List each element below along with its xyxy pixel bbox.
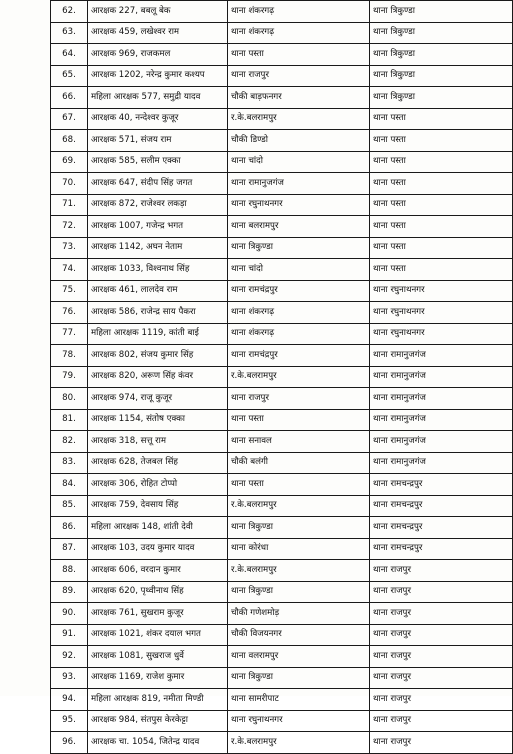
from-station-cell: थाना शंकरगढ़ — [228, 302, 370, 324]
table-row — [51, 667, 513, 689]
table-row — [51, 151, 513, 173]
serial-number-cell: 81. — [51, 409, 88, 431]
constable-name-cell: आरक्षक 318, सत्तू राम — [88, 431, 228, 453]
table-row — [51, 474, 513, 496]
from-station-cell: थाना शंकरगढ़ — [228, 22, 370, 44]
to-station-cell: थाना रामानुजगंज — [370, 345, 513, 367]
to-station-cell: थाना त्रिकुण्डा — [370, 44, 513, 66]
from-station-cell: र.के.बलरामपुर — [228, 108, 370, 130]
to-station-cell: थाना रामचन्द्रपुर — [370, 517, 513, 539]
constable-name-cell: आरक्षक 1033, विश्वनाथ सिंह — [88, 259, 228, 281]
table-row — [51, 560, 513, 582]
to-station-cell: थाना पस्ता — [370, 194, 513, 216]
to-station-cell: थाना त्रिकुण्डा — [370, 22, 513, 44]
serial-number-cell: 62. — [51, 1, 88, 23]
from-station-cell: र.के.बलरामपुर — [228, 495, 370, 517]
constable-name-cell: आरक्षक 227, बबलू बेक — [88, 1, 228, 23]
constable-name-cell: आरक्षक 1202, नरेन्द्र कुमार कश्यप — [88, 65, 228, 87]
serial-number-cell: 90. — [51, 603, 88, 625]
table-row — [51, 22, 513, 44]
from-station-cell: थाना राजपुर — [228, 388, 370, 410]
table-row — [51, 538, 513, 560]
constable-name-cell: महिला आरक्षक 148, शांती देवी — [88, 517, 228, 539]
serial-number-cell: 85. — [51, 495, 88, 517]
to-station-cell: थाना रामचन्द्रपुर — [370, 538, 513, 560]
constable-name-cell: आरक्षक 802, संजय कुमार सिंह — [88, 345, 228, 367]
constable-name-cell: आरक्षक 759, देवसाय सिंह — [88, 495, 228, 517]
constable-name-cell: आरक्षक 1007, गजेन्द्र भगत — [88, 216, 228, 238]
to-station-cell: थाना पस्ता — [370, 130, 513, 152]
table-row — [51, 603, 513, 625]
to-station-cell: थाना राजपुर — [370, 667, 513, 689]
serial-number-cell: 71. — [51, 194, 88, 216]
from-station-cell: थाना त्रिकुण्डा — [228, 237, 370, 259]
from-station-cell: चौकी गणेशमोड़ — [228, 603, 370, 625]
serial-number-cell: 87. — [51, 538, 88, 560]
from-station-cell: थाना बलरामपुर — [228, 216, 370, 238]
serial-number-cell: 80. — [51, 388, 88, 410]
to-station-cell: थाना रामानुजगंज — [370, 452, 513, 474]
transfer-table — [50, 0, 513, 754]
serial-number-cell: 83. — [51, 452, 88, 474]
table-row — [51, 431, 513, 453]
table-row — [51, 194, 513, 216]
table-row — [51, 216, 513, 238]
from-station-cell: थाना वलरामपुर — [228, 646, 370, 668]
from-station-cell: थाना चांदो — [228, 151, 370, 173]
to-station-cell: थाना रामानुजगंज — [370, 366, 513, 388]
table-row — [51, 517, 513, 539]
to-station-cell: थाना त्रिकुण्डा — [370, 87, 513, 109]
constable-name-cell: आरक्षक 1021, शंकर दयाल भगत — [88, 624, 228, 646]
from-station-cell: थाना पस्ता — [228, 44, 370, 66]
serial-number-cell: 95. — [51, 710, 88, 732]
to-station-cell: थाना पस्ता — [370, 237, 513, 259]
constable-name-cell: आरक्षक 461, लालदेव राम — [88, 280, 228, 302]
from-station-cell: चौकी डिण्डो — [228, 130, 370, 152]
constable-name-cell: आरक्षक 1081, सुखराज धुर्वे — [88, 646, 228, 668]
table-row — [51, 87, 513, 109]
to-station-cell: थाना राजपुर — [370, 732, 513, 754]
serial-number-cell: 86. — [51, 517, 88, 539]
table-row — [51, 689, 513, 711]
from-station-cell: र.के.बलरामपुर — [228, 560, 370, 582]
table-row — [51, 130, 513, 152]
to-station-cell: थाना राजपुर — [370, 560, 513, 582]
from-station-cell: थाना रामानुजगंज — [228, 173, 370, 195]
constable-name-cell: आरक्षक 647, संदीप सिंह जगत — [88, 173, 228, 195]
from-station-cell: थाना सनावल — [228, 431, 370, 453]
table-row — [51, 646, 513, 668]
from-station-cell: र.के.बलरामपुर — [228, 732, 370, 754]
from-station-cell: चौकी बाड़फनगर — [228, 87, 370, 109]
table-row — [51, 710, 513, 732]
table-row — [51, 323, 513, 345]
table-row — [51, 173, 513, 195]
table-row — [51, 345, 513, 367]
serial-number-cell: 79. — [51, 366, 88, 388]
transfer-table-body — [51, 1, 513, 754]
to-station-cell: थाना रघुनाथनगर — [370, 280, 513, 302]
to-station-cell: थाना राजपुर — [370, 689, 513, 711]
constable-name-cell: आरक्षक 306, रोहित टोप्पो — [88, 474, 228, 496]
to-station-cell: थाना पस्ता — [370, 216, 513, 238]
table-row — [51, 280, 513, 302]
to-station-cell: थाना राजपुर — [370, 646, 513, 668]
serial-number-cell: 72. — [51, 216, 88, 238]
to-station-cell: थाना राजपुर — [370, 603, 513, 625]
to-station-cell: थाना त्रिकुण्डा — [370, 1, 513, 23]
to-station-cell: थाना राजपुर — [370, 624, 513, 646]
from-station-cell: थाना चांदो — [228, 259, 370, 281]
serial-number-cell: 89. — [51, 581, 88, 603]
table-row — [51, 388, 513, 410]
serial-number-cell: 70. — [51, 173, 88, 195]
constable-name-cell: महिला आरक्षक 1119, कांती बाई — [88, 323, 228, 345]
table-row — [51, 452, 513, 474]
serial-number-cell: 77. — [51, 323, 88, 345]
serial-number-cell: 84. — [51, 474, 88, 496]
constable-name-cell: आरक्षक 620, पृथ्वीनाथ सिंह — [88, 581, 228, 603]
table-row — [51, 302, 513, 324]
serial-number-cell: 76. — [51, 302, 88, 324]
constable-name-cell: आरक्षक 872, राजेश्वर लकड़ा — [88, 194, 228, 216]
serial-number-cell: 68. — [51, 130, 88, 152]
to-station-cell: थाना रामानुजगंज — [370, 431, 513, 453]
table-row — [51, 259, 513, 281]
serial-number-cell: 66. — [51, 87, 88, 109]
constable-name-cell: आरक्षक 606, वरदान कुमार — [88, 560, 228, 582]
from-station-cell: चौकी विजयनगर — [228, 624, 370, 646]
constable-name-cell: आरक्षक 969, राजकमल — [88, 44, 228, 66]
to-station-cell: थाना रघुनाथनगर — [370, 302, 513, 324]
from-station-cell: थाना रघुनाथनगर — [228, 710, 370, 732]
to-station-cell: थाना रामानुजगंज — [370, 388, 513, 410]
serial-number-cell: 91. — [51, 624, 88, 646]
table-row — [51, 581, 513, 603]
from-station-cell: थाना त्रिकुण्डा — [228, 581, 370, 603]
from-station-cell: थाना कोरंधा — [228, 538, 370, 560]
from-station-cell: थाना राजपुर — [228, 65, 370, 87]
constable-name-cell: आरक्षक 820, अरूण सिंह कंवर — [88, 366, 228, 388]
constable-name-cell: आरक्षक चा. 1054, जितेन्द्र यादव — [88, 732, 228, 754]
from-station-cell: थाना शंकरगढ़ — [228, 323, 370, 345]
to-station-cell: थाना पस्ता — [370, 108, 513, 130]
constable-name-cell: महिला आरक्षक 577, समुद्री यादव — [88, 87, 228, 109]
serial-number-cell: 65. — [51, 65, 88, 87]
to-station-cell: थाना रामचन्द्रपुर — [370, 495, 513, 517]
serial-number-cell: 92. — [51, 646, 88, 668]
to-station-cell: थाना पस्ता — [370, 259, 513, 281]
constable-name-cell: आरक्षक 628, तेजबल सिंह — [88, 452, 228, 474]
from-station-cell: र.के.बलरामपुर — [228, 366, 370, 388]
to-station-cell: थाना राजपुर — [370, 581, 513, 603]
table-row — [51, 1, 513, 23]
constable-name-cell: आरक्षक 761, सुखराम कुजूर — [88, 603, 228, 625]
table-row — [51, 366, 513, 388]
table-row — [51, 65, 513, 87]
serial-number-cell: 74. — [51, 259, 88, 281]
from-station-cell: चौकी बलंगी — [228, 452, 370, 474]
table-row — [51, 409, 513, 431]
constable-name-cell: महिला आरक्षक 819, नमीता मिण्डी — [88, 689, 228, 711]
constable-name-cell: आरक्षक 1169, राजेश कुमार — [88, 667, 228, 689]
from-station-cell: थाना रामचंद्रपुर — [228, 280, 370, 302]
table-row — [51, 237, 513, 259]
serial-number-cell: 63. — [51, 22, 88, 44]
serial-number-cell: 94. — [51, 689, 88, 711]
table-row — [51, 495, 513, 517]
serial-number-cell: 93. — [51, 667, 88, 689]
constable-name-cell: आरक्षक 571, संजय राम — [88, 130, 228, 152]
from-station-cell: थाना रामचंद्रपुर — [228, 345, 370, 367]
serial-number-cell: 75. — [51, 280, 88, 302]
from-station-cell: थाना त्रिकुण्डा — [228, 517, 370, 539]
serial-number-cell: 82. — [51, 431, 88, 453]
constable-name-cell: आरक्षक 974, राजू कुजूर — [88, 388, 228, 410]
constable-name-cell: आरक्षक 1142, अघन नेताम — [88, 237, 228, 259]
from-station-cell: थाना सामरीपाट — [228, 689, 370, 711]
table-row — [51, 108, 513, 130]
to-station-cell: थाना रामानुजगंज — [370, 409, 513, 431]
serial-number-cell: 64. — [51, 44, 88, 66]
serial-number-cell: 67. — [51, 108, 88, 130]
table-row — [51, 732, 513, 754]
from-station-cell: थाना त्रिकुण्डा — [228, 667, 370, 689]
constable-name-cell: आरक्षक 586, राजेन्द्र साय पैकरा — [88, 302, 228, 324]
to-station-cell: थाना पस्ता — [370, 151, 513, 173]
to-station-cell: थाना रामचन्द्रपुर — [370, 474, 513, 496]
serial-number-cell: 73. — [51, 237, 88, 259]
from-station-cell: थाना पस्ता — [228, 409, 370, 431]
constable-name-cell: आरक्षक 1154, संतोष एक्का — [88, 409, 228, 431]
serial-number-cell: 69. — [51, 151, 88, 173]
constable-name-cell: आरक्षक 103, उदय कुमार यादव — [88, 538, 228, 560]
constable-name-cell: आरक्षक 40, नन्देश्वर कुजूर — [88, 108, 228, 130]
table-row — [51, 44, 513, 66]
from-station-cell: थाना पस्ता — [228, 474, 370, 496]
table-row — [51, 624, 513, 646]
serial-number-cell: 96. — [51, 732, 88, 754]
to-station-cell: थाना रघुनाथनगर — [370, 323, 513, 345]
to-station-cell: थाना राजपुर — [370, 710, 513, 732]
to-station-cell: थाना त्रिकुण्डा — [370, 65, 513, 87]
to-station-cell: थाना पस्ता — [370, 173, 513, 195]
serial-number-cell: 78. — [51, 345, 88, 367]
serial-number-cell: 88. — [51, 560, 88, 582]
constable-name-cell: आरक्षक 984, संतपुस केरकेट्टा — [88, 710, 228, 732]
constable-name-cell: आरक्षक 585, सलीम एक्का — [88, 151, 228, 173]
from-station-cell: थाना रघुनाथनगर — [228, 194, 370, 216]
from-station-cell: थाना शंकरगढ़ — [228, 1, 370, 23]
constable-name-cell: आरक्षक 459, लखेश्वर राम — [88, 22, 228, 44]
